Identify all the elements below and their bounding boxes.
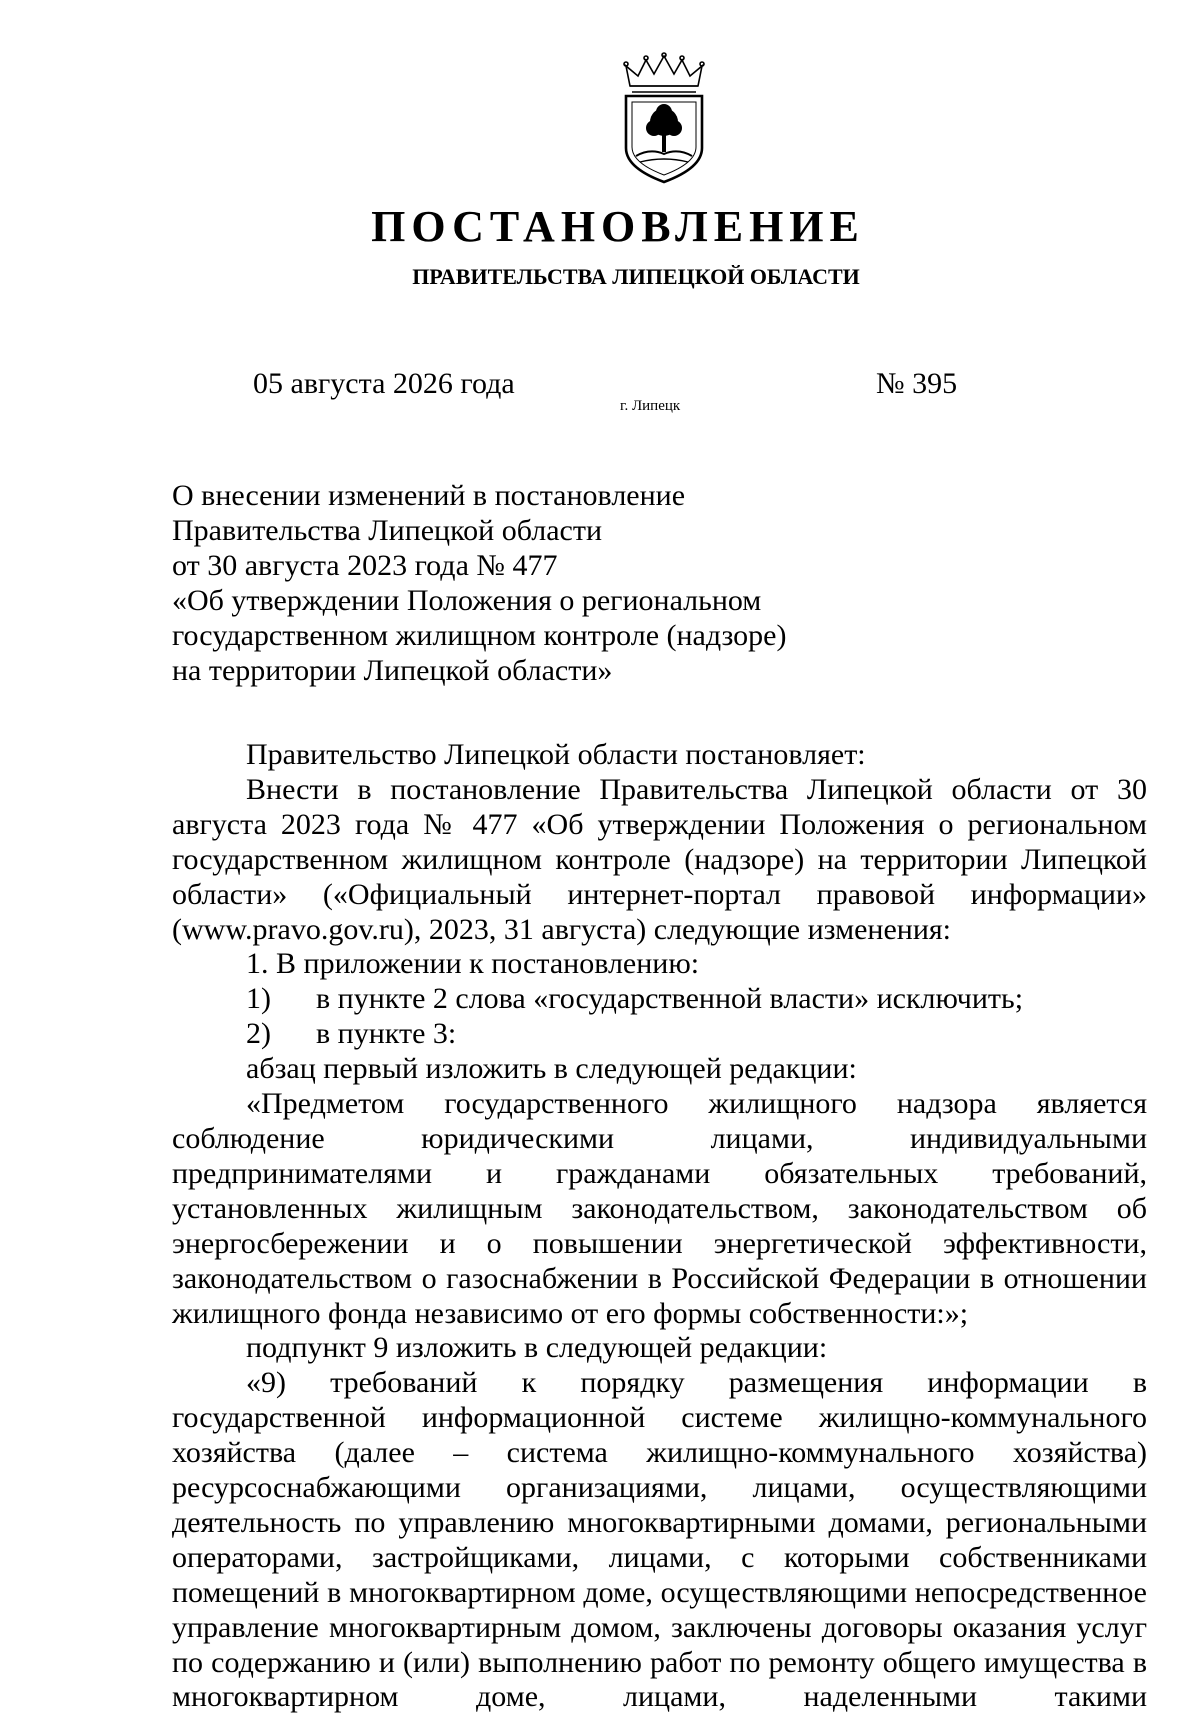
- subject-line: Правительства Липецкой области: [172, 514, 603, 547]
- issuing-authority: ПРАВИТЕЛЬСТВА ЛИПЕЦКОЙ ОБЛАСТИ: [412, 264, 860, 289]
- document-subject: [172, 478, 812, 688]
- subject-line: государственном жилищном контроле (надзоре): [172, 619, 787, 652]
- list-item-text: в пункте 3:: [316, 1017, 457, 1051]
- subject-line: на территории Липецкой области»: [172, 654, 613, 687]
- document-body: [172, 738, 1147, 1715]
- document-number: № 395: [876, 367, 958, 400]
- list-item: [172, 1017, 1147, 1052]
- body-paragraph: Внести в постановление Правительства Липецкой области от 30 августа 2023 года № 477 «Об утверждении Положения о региональном государственном жилищном контроле (надзоре) на территории Липецкой области» («Официальный интернет-портал правовой информации» (www.pravo.gov.ru), 2023, 31 августа) следующие изменения:: [172, 772, 1147, 946]
- document-title: ПОСТАНОВЛЕНИЕ: [371, 202, 865, 251]
- body-paragraph: абзац первый изложить в следующей редакции:: [246, 1052, 857, 1086]
- subject-line: «Об утверждении Положения о региональном: [172, 584, 762, 617]
- body-paragraph: Правительство Липецкой области постановляет:: [246, 738, 866, 771]
- coat-of-arms-icon: [612, 52, 716, 188]
- document-date: 05 августа 2026 года: [253, 367, 515, 400]
- subject-line: О внесении изменений в постановление: [172, 479, 686, 512]
- body-paragraph: 1. В приложении к постановлению:: [246, 947, 700, 981]
- subject-line: от 30 августа 2023 года № 477: [172, 549, 558, 582]
- list-item-number: 1): [246, 982, 271, 1016]
- list-item-number: 2): [246, 1017, 271, 1051]
- list-item: [172, 982, 1147, 1017]
- body-paragraph: «Предметом государственного жилищного надзора является соблюдение юридическими лицами, индивидуальными предпринимателями и гражданами обязательных требований, установленных жилищным законодательством, законодательством об энергосбережении и о повышении энергетической эффективности, законодательством о газоснабжении в Российской Федерации в отношении жилищного фонда независимо от его формы собственности:»;: [172, 1087, 1147, 1330]
- list-item-text: в пункте 2 слова «государственной власти» исключить;: [316, 982, 1024, 1016]
- body-paragraph: подпункт 9 изложить в следующей редакции:: [246, 1331, 828, 1365]
- body-paragraph: «9) требований к порядку размещения информации в государственной информационной системе жилищно-коммунального хозяйства (далее – система жилищно-коммунального хозяйства) ресурсоснабжающими организациями, лицами, осуществляющими деятельность по управлению многоквартирными домами, региональными операторами, застройщиками, лицами, с которыми собственниками помещений в многоквартирном доме, осуществляющими непосредственное управление многоквартирным домом, заключены договоры оказания услуг по содержанию и (или) выполнению работ по ремонту общего имущества в многоквартирном доме, лицами, наделенными такими: [172, 1366, 1147, 1714]
- document-city: г. Липецк: [620, 398, 681, 414]
